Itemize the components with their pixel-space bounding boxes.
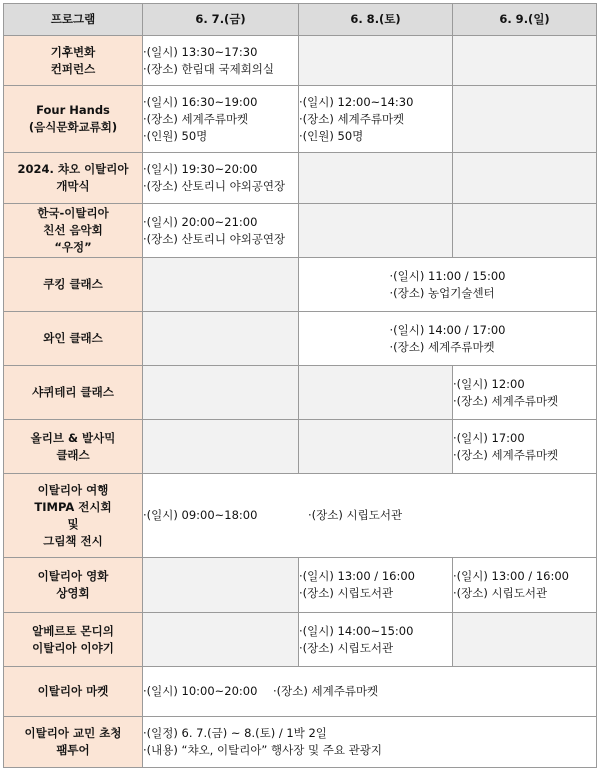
empty-cell xyxy=(453,204,597,258)
schedule-cell-day2: ·(일시) 13:00 / 16:00 ·(장소) 시립도서관 xyxy=(299,558,453,613)
program-name: 한국-이탈리아 친선 음악회 “우정” xyxy=(4,204,143,258)
schedule-cell-day3: ·(일시) 17:00 ·(장소) 세계주류마켓 xyxy=(453,420,597,474)
table-row xyxy=(4,558,597,613)
schedule-cell-day2-3: ·(일시) 14:00 / 17:00 ·(장소) 세계주류마켓 xyxy=(299,312,597,366)
empty-cell xyxy=(299,204,453,258)
schedule-cell-all-days: ·(일시) 09:00~18:00 ·(장소) 시립도서관 xyxy=(143,474,597,558)
empty-cell xyxy=(143,613,299,667)
program-name: Four Hands (음식문화교류회) xyxy=(4,86,143,153)
schedule-cell-day3: ·(일시) 13:00 / 16:00 ·(장소) 시립도서관 xyxy=(453,558,597,613)
table-row xyxy=(4,204,597,258)
schedule-cell-day2: ·(일시) 12:00~14:30 ·(장소) 세계주류마켓 ·(인원) 50명 xyxy=(299,86,453,153)
schedule-cell-day1: ·(일시) 19:30~20:00 ·(장소) 산토리니 야외공연장 xyxy=(143,153,299,204)
program-name: 샤퀴테리 클래스 xyxy=(4,366,143,420)
empty-cell xyxy=(453,613,597,667)
empty-cell xyxy=(143,558,299,613)
schedule-cell-day1: ·(일시) 16:30~19:00 ·(장소) 세계주류마켓 ·(인원) 50명 xyxy=(143,86,299,153)
program-name: 이탈리아 영화 상영회 xyxy=(4,558,143,613)
empty-cell xyxy=(143,366,299,420)
empty-cell xyxy=(299,153,453,204)
schedule-cell-all-days: ·(일정) 6. 7.(금) ~ 8.(토) / 1박 2일 ·(내용) “챠오, 이탈리아” 행사장 및 주요 관광지 xyxy=(143,717,597,768)
program-name: 쿠킹 클래스 xyxy=(4,258,143,312)
header-program: 프로그램 xyxy=(4,4,143,36)
empty-cell xyxy=(143,258,299,312)
table-row xyxy=(4,717,597,768)
header-day3: 6. 9.(일) xyxy=(453,4,597,36)
program-name: 이탈리아 마켓 xyxy=(4,667,143,717)
empty-cell xyxy=(453,36,597,86)
table-row xyxy=(4,667,597,717)
program-name: 기후변화 컨퍼런스 xyxy=(4,36,143,86)
schedule-cell-day2-3: ·(일시) 11:00 / 15:00 ·(장소) 농업기술센터 xyxy=(299,258,597,312)
table-row xyxy=(4,258,597,312)
schedule-cell-day2: ·(일시) 14:00~15:00 ·(장소) 시립도서관 xyxy=(299,613,453,667)
program-name: 이탈리아 교민 초청 팸투어 xyxy=(4,717,143,768)
program-name: 올리브 & 발사믹 클래스 xyxy=(4,420,143,474)
table-row xyxy=(4,153,597,204)
header-day2: 6. 8.(토) xyxy=(299,4,453,36)
table-row xyxy=(4,366,597,420)
header-row xyxy=(4,4,597,36)
table-row xyxy=(4,613,597,667)
schedule-cell-all-days: ·(일시) 10:00~20:00 ·(장소) 세계주류마켓 xyxy=(143,667,597,717)
table-row xyxy=(4,312,597,366)
empty-cell xyxy=(453,86,597,153)
table-row xyxy=(4,420,597,474)
program-name: 이탈리아 여행 TIMPA 전시회 및 그림책 전시 xyxy=(4,474,143,558)
empty-cell xyxy=(299,366,453,420)
table-row xyxy=(4,86,597,153)
schedule-table xyxy=(3,3,597,768)
schedule-cell-day1: ·(일시) 13:30~17:30 ·(장소) 한림대 국제회의실 xyxy=(143,36,299,86)
schedule-cell-day3: ·(일시) 12:00 ·(장소) 세계주류마켓 xyxy=(453,366,597,420)
program-name: 와인 클래스 xyxy=(4,312,143,366)
empty-cell xyxy=(143,420,299,474)
schedule-cell-day1: ·(일시) 20:00~21:00 ·(장소) 산토리니 야외공연장 xyxy=(143,204,299,258)
empty-cell xyxy=(299,420,453,474)
table-row xyxy=(4,36,597,86)
empty-cell xyxy=(143,312,299,366)
table-row xyxy=(4,474,597,558)
empty-cell xyxy=(299,36,453,86)
program-name: 알베르토 몬디의 이탈리아 이야기 xyxy=(4,613,143,667)
header-day1: 6. 7.(금) xyxy=(143,4,299,36)
empty-cell xyxy=(453,153,597,204)
program-name: 2024. 챠오 이탈리아 개막식 xyxy=(4,153,143,204)
